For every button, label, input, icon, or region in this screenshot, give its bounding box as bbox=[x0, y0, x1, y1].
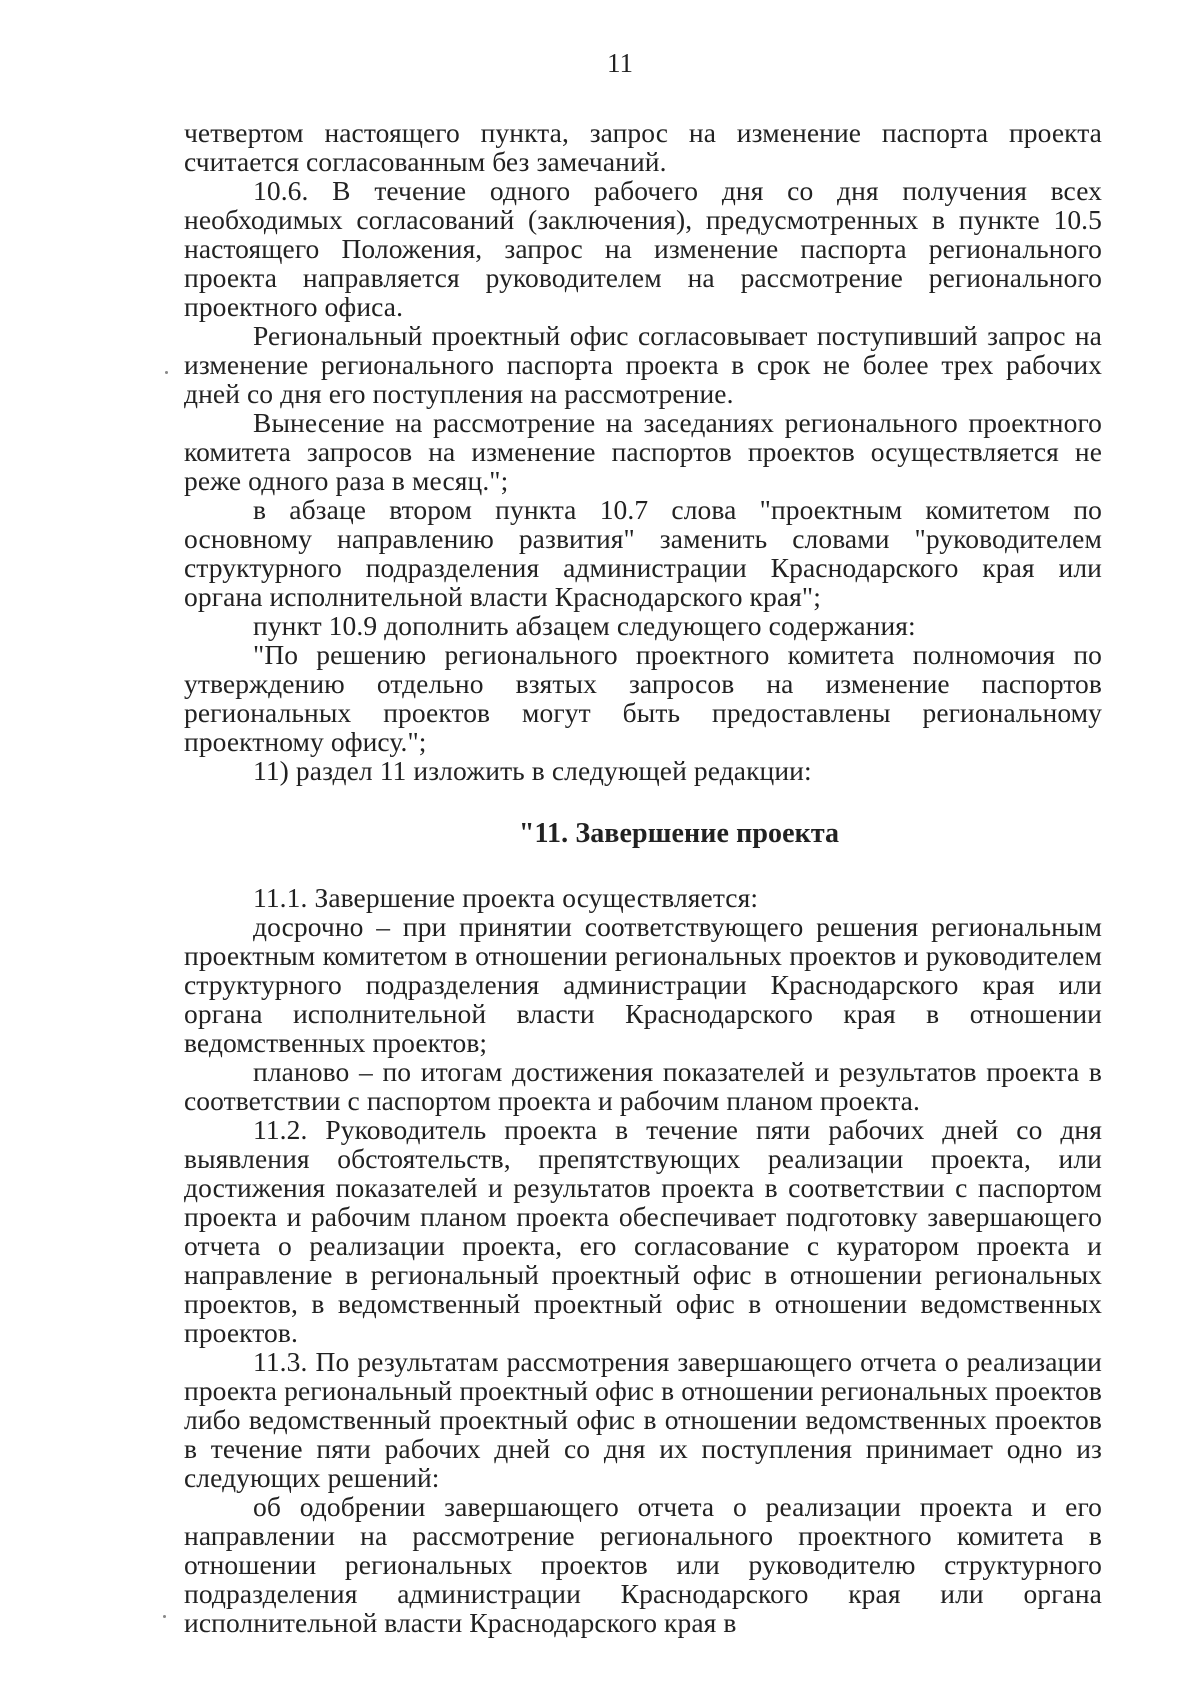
paragraph: 11.1. Завершение проекта осуществляется: bbox=[253, 882, 759, 913]
paragraph: 10.6. В течение одного рабочего дня со дня получения всех необходимых согласований (заключения), предусмотренных в пункте 10.5 настоящего Положения, запрос на изменение паспорта регионального проекта направляется руководителем на рассмотрение регионального проектного офиса. bbox=[184, 175, 1102, 322]
scan-speck bbox=[163, 1615, 166, 1618]
paragraph: 11.3. По результатам рассмотрения завершающего отчета о реализации проекта региональный проектный офис в отношении региональных проектов либо ведомственный проектный офис в отношении ведомственных проектов в течение пяти рабочих дней со дня их поступления принимает одно из следующих решений: bbox=[184, 1346, 1102, 1493]
paragraph: 11.2. Руководитель проекта в течение пяти рабочих дней со дня выявления обстоятельств, препятствующих реализации проекта, или достижения показателей и результатов проекта в соответствии с паспортом проекта и рабочим планом проекта обеспечивает подготовку завершающего отчета о реализации проекта, его согласование с куратором проекта и направление в региональный проектный офис в отношении региональных проектов, в ведомственный проектный офис в отношении ведомственных проектов. bbox=[184, 1114, 1102, 1348]
document-body bbox=[184, 118, 1102, 1637]
paragraph: "По решению регионального проектного комитета полномочия по утверждению отдельно взятых запросов на изменение паспортов региональных проектов могут быть предоставлены региональному проектному офису."; bbox=[184, 639, 1102, 757]
paragraph: планово – по итогам достижения показателей и результатов проекта в соответствии с паспортом проекта и рабочим планом проекта. bbox=[184, 1056, 1102, 1116]
page-number: 11 bbox=[607, 48, 633, 78]
paragraph: пункт 10.9 дополнить абзацем следующего содержания: bbox=[253, 610, 916, 641]
paragraph: четвертом настоящего пункта, запрос на изменение паспорта проекта считается согласованным без замечаний. bbox=[184, 117, 1102, 177]
paragraph: Региональный проектный офис согласовывает поступивший запрос на изменение регионального паспорта проекта в срок не более трех рабочих дней со дня его поступления на рассмотрение. bbox=[184, 320, 1102, 409]
paragraph: об одобрении завершающего отчета о реализации проекта и его направлении на рассмотрение регионального проектного комитета в отношении региональных проектов или руководителю структурного подразделения администрации Краснодарского края или органа исполнительной власти Краснодарского края в bbox=[184, 1491, 1102, 1638]
paragraph: 11) раздел 11 изложить в следующей редакции: bbox=[253, 755, 812, 786]
paragraph: в абзаце втором пункта 10.7 слова "проектным комитетом по основному направлению развития" заменить словами "руководителем структурного подразделения администрации Краснодарского края или органа исполнительной власти Краснодарского края"; bbox=[184, 494, 1102, 612]
paragraph: Вынесение на рассмотрение на заседаниях регионального проектного комитета запросов на изменение паспортов проектов осуществляется не реже одного раза в месяц."; bbox=[184, 407, 1102, 496]
scan-speck bbox=[165, 371, 168, 374]
section-heading: "11. Завершение проекта bbox=[518, 818, 840, 849]
paragraph: досрочно – при принятии соответствующего решения региональным проектным комитетом в отношении региональных проектов и руководителем структурного подразделения администрации Краснодарского края или органа исполнительной власти Краснодарского края в отношении ведомственных проектов; bbox=[184, 911, 1102, 1058]
